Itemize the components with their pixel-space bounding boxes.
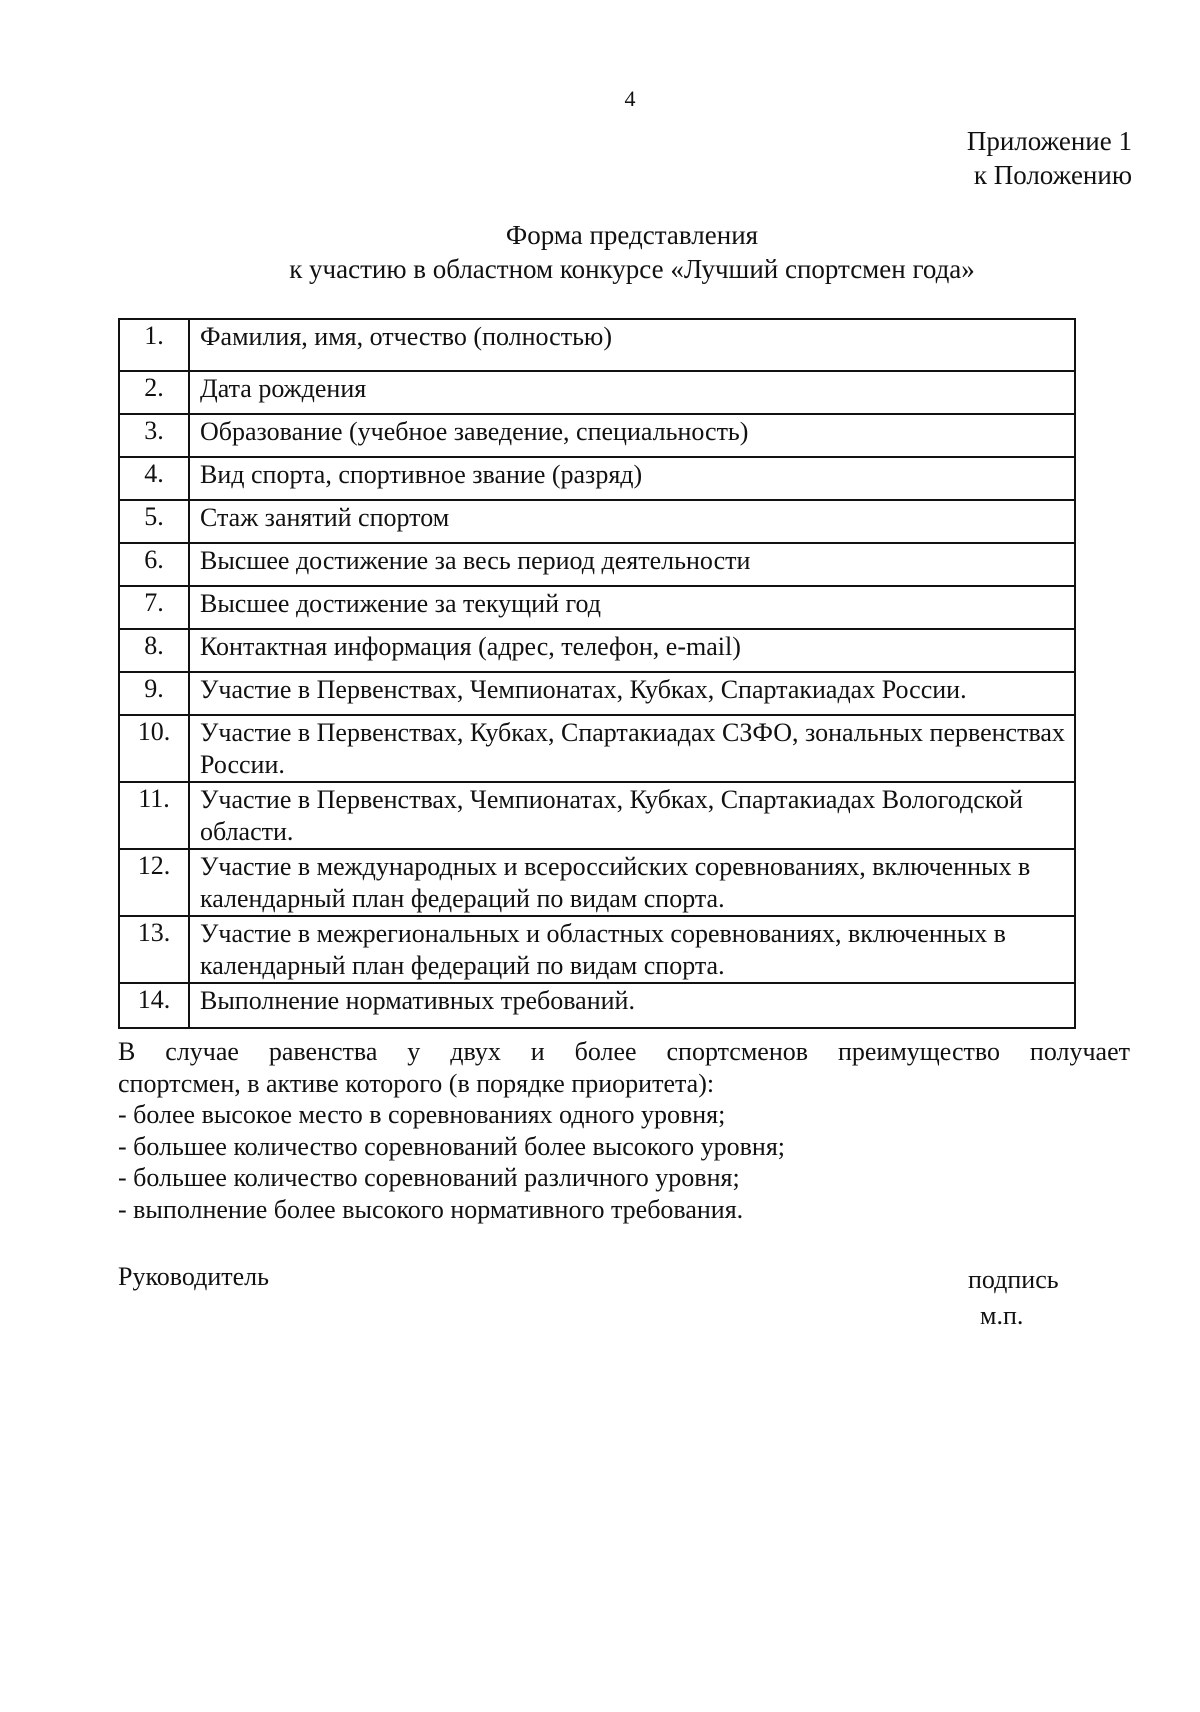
appendix-line-1: Приложение 1 [966,126,1132,156]
signature-label: подпись [968,1265,1059,1294]
row-number: 12. [119,849,189,916]
tie-break-line-2: спортсмен, в активе которого (в порядке приоритета): [118,1068,715,1098]
form-title-line-1: Форма представления [505,220,759,250]
row-text: Фамилия, имя, отчество (полностью) [189,319,1075,371]
table-row [119,782,1075,849]
row-text: Образование (учебное заведение, специальность) [189,414,1075,457]
table-row [119,543,1075,586]
appendix-line-2: к Положению [973,160,1132,190]
row-number: 5. [119,500,189,543]
row-text: Высшее достижение за весь период деятельности [189,543,1075,586]
row-text: Участие в Первенствах, Кубках, Спартакиадах СЗФО, зональных первенствах России. [189,715,1075,782]
tie-break-line-1: В случае равенства у двух и более спортсменов преимущество получает [118,1037,1130,1066]
row-text: Стаж занятий спортом [189,500,1075,543]
row-number: 7. [119,586,189,629]
page-number: 4 [624,86,636,111]
tie-break-note [118,1036,1130,1225]
row-text: Участие в международных и всероссийских соревнованиях, включенных в календарный план федераций по видам спорта. [189,849,1075,916]
row-number: 6. [119,543,189,586]
criteria-item: - более высокое место в соревнованиях одного уровня; [118,1100,726,1129]
table-row [119,457,1075,500]
row-number: 13. [119,916,189,983]
row-number: 11. [119,782,189,849]
row-number: 1. [119,319,189,371]
signature-block [968,1262,1059,1334]
row-text: Участие в Первенствах, Чемпионатах, Кубках, Спартакиадах России. [189,672,1075,715]
form-title [0,218,1200,286]
row-text: Участие в межрегиональных и областных соревнованиях, включенных в календарный план федераций по видам спорта. [189,916,1075,983]
table-row [119,715,1075,782]
criteria-item: - большее количество соревнований различного уровня; [118,1163,740,1192]
row-number: 3. [119,414,189,457]
row-text: Выполнение нормативных требований. [189,983,1075,1028]
table-row [119,983,1075,1028]
table-row [119,916,1075,983]
table-row [119,371,1075,414]
form-table-container [118,318,1076,1029]
table-row [119,500,1075,543]
row-number: 9. [119,672,189,715]
table-row [119,629,1075,672]
table-row [119,414,1075,457]
stamp-label: м.п. [980,1301,1024,1330]
form-title-line-2: к участию в областном конкурсе «Лучший спортсмен года» [289,254,975,284]
table-row [119,319,1075,371]
form-table [118,318,1076,1029]
table-row [119,586,1075,629]
row-number: 10. [119,715,189,782]
row-number: 14. [119,983,189,1028]
criteria-item: - большее количество соревнований более высокого уровня; [118,1131,786,1161]
row-text: Контактная информация (адрес, телефон, e-mail) [189,629,1075,672]
row-number: 8. [119,629,189,672]
table-row [119,672,1075,715]
row-text: Высшее достижение за текущий год [189,586,1075,629]
row-number: 4. [119,457,189,500]
row-text: Вид спорта, спортивное звание (разряд) [189,457,1075,500]
row-text: Участие в Первенствах, Чемпионатах, Кубках, Спартакиадах Вологодской области. [189,782,1075,849]
head-label: Руководитель [118,1262,269,1291]
table-row [119,849,1075,916]
appendix-reference [967,124,1132,192]
row-number: 2. [119,371,189,414]
criteria-item: - выполнение более высокого нормативного требования. [118,1194,744,1224]
row-text: Дата рождения [189,371,1075,414]
